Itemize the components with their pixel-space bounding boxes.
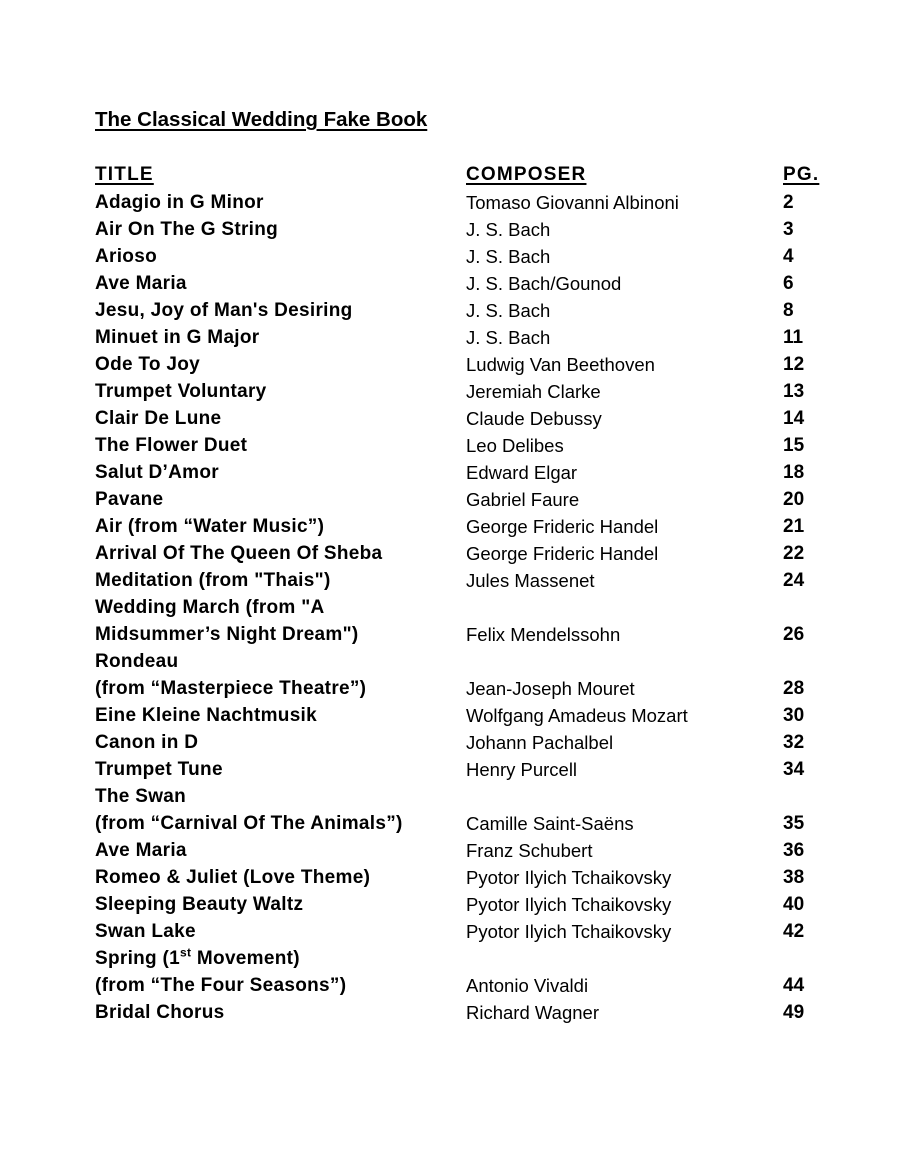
composer-name: Jules Massenet (466, 570, 595, 591)
page-number: 38 (783, 867, 805, 888)
composer-name: Jeremiah Clarke (466, 381, 601, 402)
superscript: st (180, 945, 192, 960)
composer-name: Pyotor Ilyich Tchaikovsky (466, 921, 672, 942)
page-number: 11 (783, 327, 804, 348)
page-number: 49 (783, 1002, 805, 1023)
composer-name: Claude Debussy (466, 408, 602, 429)
page-number: 6 (783, 273, 794, 294)
song-title: Meditation (from "Thais") (95, 570, 331, 591)
table-row (0, 461, 900, 488)
table-row (0, 1001, 900, 1028)
composer-name: Pyotor Ilyich Tchaikovsky (466, 867, 672, 888)
page-number: 12 (783, 354, 805, 375)
composer-name: George Frideric Handel (466, 516, 659, 537)
song-title (95, 947, 300, 971)
song-title: Air On The G String (95, 219, 279, 240)
composer-name: George Frideric Handel (466, 543, 659, 564)
song-title: Bridal Chorus (95, 1002, 225, 1023)
page-number: 22 (783, 543, 805, 564)
composer-name: Camille Saint-Saëns (466, 813, 634, 834)
song-title: The Flower Duet (95, 435, 248, 456)
page-number: 21 (783, 516, 805, 537)
page-number: 18 (783, 462, 805, 483)
song-title: Arrival Of The Queen Of Sheba (95, 543, 383, 564)
song-title-text-after: Movement) (191, 948, 300, 969)
table-row (0, 704, 900, 731)
song-title: (from “Masterpiece Theatre”) (95, 678, 367, 699)
composer-name: Wolfgang Amadeus Mozart (466, 705, 688, 726)
table-row (0, 758, 900, 785)
composer-name: Felix Mendelssohn (466, 624, 621, 645)
page-number: 14 (783, 408, 805, 429)
song-title: Minuet in G Major (95, 327, 260, 348)
composer-name: Antonio Vivaldi (466, 975, 589, 996)
composer-name: J. S. Bach (466, 327, 551, 348)
page-number: 34 (783, 759, 805, 780)
table-row (0, 299, 900, 326)
song-title: Arioso (95, 246, 157, 267)
column-header-composer: COMPOSER (466, 164, 587, 185)
column-header-title: TITLE (95, 164, 154, 185)
composer-name: Richard Wagner (466, 1002, 599, 1023)
document-title: The Classical Wedding Fake Book (95, 108, 428, 131)
composer-name: Leo Delibes (466, 435, 564, 456)
page-number: 15 (783, 435, 805, 456)
song-title: Canon in D (95, 732, 199, 753)
table-row (0, 488, 900, 515)
table-row (0, 947, 900, 974)
composer-name: Pyotor Ilyich Tchaikovsky (466, 894, 672, 915)
song-title: Air (from “Water Music”) (95, 516, 325, 537)
composer-name: Ludwig Van Beethoven (466, 354, 655, 375)
song-title: Midsummer’s Night Dream") (95, 624, 359, 645)
composer-name: Jean-Joseph Mouret (466, 678, 635, 699)
composer-name: Franz Schubert (466, 840, 593, 861)
table-row (0, 407, 900, 434)
table-header (0, 164, 900, 188)
composer-name: J. S. Bach (466, 300, 551, 321)
page-number: 28 (783, 678, 805, 699)
table-row (0, 920, 900, 947)
table-row (0, 272, 900, 299)
song-title: Swan Lake (95, 921, 196, 942)
song-title: Wedding March (from "A (95, 597, 325, 618)
composer-name: Edward Elgar (466, 462, 578, 483)
table-row (0, 380, 900, 407)
composer-name: Johann Pachalbel (466, 732, 614, 753)
song-title: Jesu, Joy of Man's Desiring (95, 300, 353, 321)
table-row (0, 677, 900, 704)
song-title: Trumpet Tune (95, 759, 223, 780)
table-row (0, 812, 900, 839)
column-header-page: PG. (783, 164, 820, 185)
composer-name: Henry Purcell (466, 759, 578, 780)
song-title: Romeo & Juliet (Love Theme) (95, 867, 371, 888)
page-number: 20 (783, 489, 805, 510)
table-row (0, 245, 900, 272)
song-title: The Swan (95, 786, 187, 807)
page-number: 35 (783, 813, 805, 834)
composer-name: J. S. Bach (466, 246, 551, 267)
table-row (0, 218, 900, 245)
table-row (0, 974, 900, 1001)
page-number: 44 (783, 975, 805, 996)
table-row (0, 893, 900, 920)
song-title: Ode To Joy (95, 354, 201, 375)
song-title: Trumpet Voluntary (95, 381, 267, 402)
composer-name: J. S. Bach (466, 219, 551, 240)
table-row (0, 542, 900, 569)
table-row (0, 596, 900, 623)
song-title: Rondeau (95, 651, 179, 672)
table-row (0, 353, 900, 380)
table-row (0, 839, 900, 866)
table-row (0, 731, 900, 758)
page-number: 42 (783, 921, 805, 942)
song-title: Salut D’Amor (95, 462, 219, 483)
song-title: (from “Carnival Of The Animals”) (95, 813, 403, 834)
page-number: 24 (783, 570, 805, 591)
table-row (0, 434, 900, 461)
page-number: 36 (783, 840, 805, 861)
song-title: Ave Maria (95, 273, 187, 294)
table-body (0, 191, 900, 1028)
page-number: 2 (783, 192, 794, 213)
table-row (0, 569, 900, 596)
table-row (0, 515, 900, 542)
song-title: Ave Maria (95, 840, 187, 861)
composer-name: J. S. Bach/Gounod (466, 273, 622, 294)
song-title: Eine Kleine Nachtmusik (95, 705, 318, 726)
song-title-text: Spring (1 (95, 948, 181, 969)
table-row (0, 785, 900, 812)
page-number: 30 (783, 705, 805, 726)
song-title: (from “The Four Seasons”) (95, 975, 347, 996)
table-row (0, 191, 900, 218)
page-number: 8 (783, 300, 794, 321)
page-number: 4 (783, 246, 794, 267)
page-number: 32 (783, 732, 805, 753)
table-row (0, 650, 900, 677)
song-title: Clair De Lune (95, 408, 222, 429)
page-number: 3 (783, 219, 794, 240)
page-number: 26 (783, 624, 805, 645)
song-title: Sleeping Beauty Waltz (95, 894, 304, 915)
page-number: 13 (783, 381, 805, 402)
composer-name: Tomaso Giovanni Albinoni (466, 192, 679, 213)
table-row (0, 866, 900, 893)
table-row (0, 623, 900, 650)
composer-name: Gabriel Faure (466, 489, 580, 510)
page-number: 40 (783, 894, 805, 915)
song-title: Adagio in G Minor (95, 192, 264, 213)
table-row (0, 326, 900, 353)
song-title: Pavane (95, 489, 164, 510)
